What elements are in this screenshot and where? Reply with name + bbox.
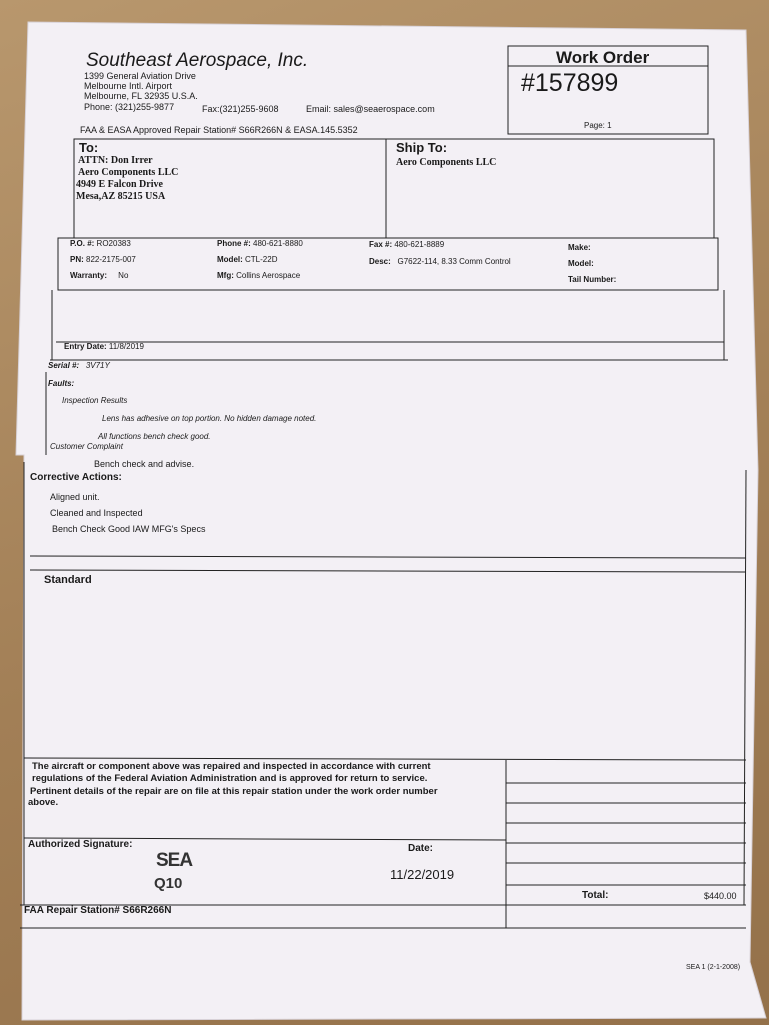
work-order-title: Work Order	[556, 48, 650, 67]
mfg-field	[217, 271, 300, 280]
entry-date-field	[64, 342, 144, 351]
serial-value: 3V71Y	[85, 361, 110, 370]
mfg-label: Mfg:	[217, 271, 234, 280]
work-order-number: #157899	[521, 69, 619, 97]
desc-field	[369, 257, 511, 266]
customer-complaint-label: Customer Complaint	[50, 442, 123, 451]
page-number: Page: 1	[584, 121, 612, 130]
inspection-results-label: Inspection Results	[62, 396, 128, 405]
fax-field	[369, 240, 444, 249]
pn-field	[70, 255, 136, 264]
ship-to-line: Aero Components LLC	[396, 157, 497, 168]
warranty-label: Warranty:	[70, 271, 108, 280]
to-address-line: Mesa,AZ 85215 USA	[76, 191, 166, 202]
signature-stamp-bottom: Q10	[154, 875, 183, 892]
certification-line: Pertinent details of the repair are on file at this repair station under the work order number	[30, 786, 438, 797]
corrective-actions-label: Corrective Actions:	[30, 472, 122, 483]
fault-line: Lens has adhesive on top portion. No hidden damage noted.	[102, 414, 317, 423]
standard-label: Standard	[44, 574, 92, 586]
signature-stamp-top: SEA	[156, 850, 193, 871]
to-address-line: Aero Components LLC	[78, 167, 179, 178]
model-label: Model:	[217, 255, 243, 264]
model-field	[217, 255, 277, 264]
warranty-value: No	[118, 271, 129, 280]
serial-label: Serial #:	[48, 361, 80, 370]
pn-value: 822-2175-007	[86, 255, 136, 264]
desc-value: G7622-114, 8.33 Comm Control	[397, 257, 511, 266]
form-number: SEA 1 (2-1-2008)	[686, 964, 741, 971]
corrective-line: Bench Check Good IAW MFG's Specs	[52, 524, 206, 534]
faults-label: Faults:	[48, 379, 75, 388]
phone-value: 480-621-8880	[253, 239, 303, 248]
certification-line: regulations of the Federal Aviation Administration and is approved for return to service.	[32, 773, 428, 784]
company-address-line: Melbourne, FL 32935 U.S.A.	[84, 91, 198, 101]
company-address-line: 1399 General Aviation Drive	[84, 71, 196, 81]
pn-label: PN:	[70, 255, 84, 264]
serial-field	[48, 361, 110, 370]
company-email: Email: sales@seaerospace.com	[306, 104, 435, 114]
total-label: Total:	[582, 890, 609, 901]
company-name: Southeast Aerospace, Inc.	[86, 50, 309, 71]
po-label: P.O. #:	[70, 239, 95, 248]
repair-station-cert: FAA & EASA Approved Repair Station# S66R266N & EASA.145.5352	[80, 125, 358, 135]
company-fax: Fax:(321)255-9608	[202, 104, 279, 114]
desc-label: Desc:	[369, 257, 391, 266]
entry-date-value: 11/8/2019	[108, 342, 144, 351]
date-label: Date:	[408, 843, 434, 854]
phone-field	[217, 239, 303, 248]
company-address-line: Melbourne Intl. Airport	[84, 81, 173, 91]
mfg-value: Collins Aerospace	[236, 271, 301, 280]
certification-line: The aircraft or component above was repaired and inspected in accordance with current	[32, 761, 431, 772]
po-value: RO20383	[96, 239, 131, 248]
repair-station-footer: FAA Repair Station# S66R266N	[24, 905, 172, 916]
corrective-line: Aligned unit.	[50, 492, 100, 502]
model-value: CTL-22D	[245, 255, 278, 264]
po-field	[70, 239, 131, 248]
authorized-signature-label: Authorized Signature:	[28, 839, 133, 850]
to-label: To:	[79, 140, 99, 155]
fax-label: Fax #:	[369, 240, 393, 249]
total-value: $440.00	[704, 891, 737, 901]
corrective-line: Cleaned and Inspected	[50, 508, 143, 518]
entry-date-label: Entry Date:	[64, 342, 107, 351]
tail-number-label: Tail Number:	[568, 275, 617, 284]
date-value: 11/22/2019	[390, 867, 455, 882]
fault-line: All functions bench check good.	[98, 432, 211, 441]
model2-label: Model:	[568, 259, 594, 268]
fax-value: 480-621-8889	[394, 240, 445, 249]
complaint-line: Bench check and advise.	[94, 459, 195, 469]
warranty-field	[70, 271, 128, 280]
to-address-line: ATTN: Don Irrer	[78, 155, 153, 166]
phone-label: Phone #:	[217, 239, 251, 248]
ship-to-label: Ship To:	[396, 140, 448, 155]
make-label: Make:	[568, 243, 591, 252]
to-address-line: 4949 E Falcon Drive	[76, 179, 163, 190]
company-phone: Phone: (321)255-9877	[84, 102, 175, 112]
certification-line: above.	[28, 797, 59, 808]
